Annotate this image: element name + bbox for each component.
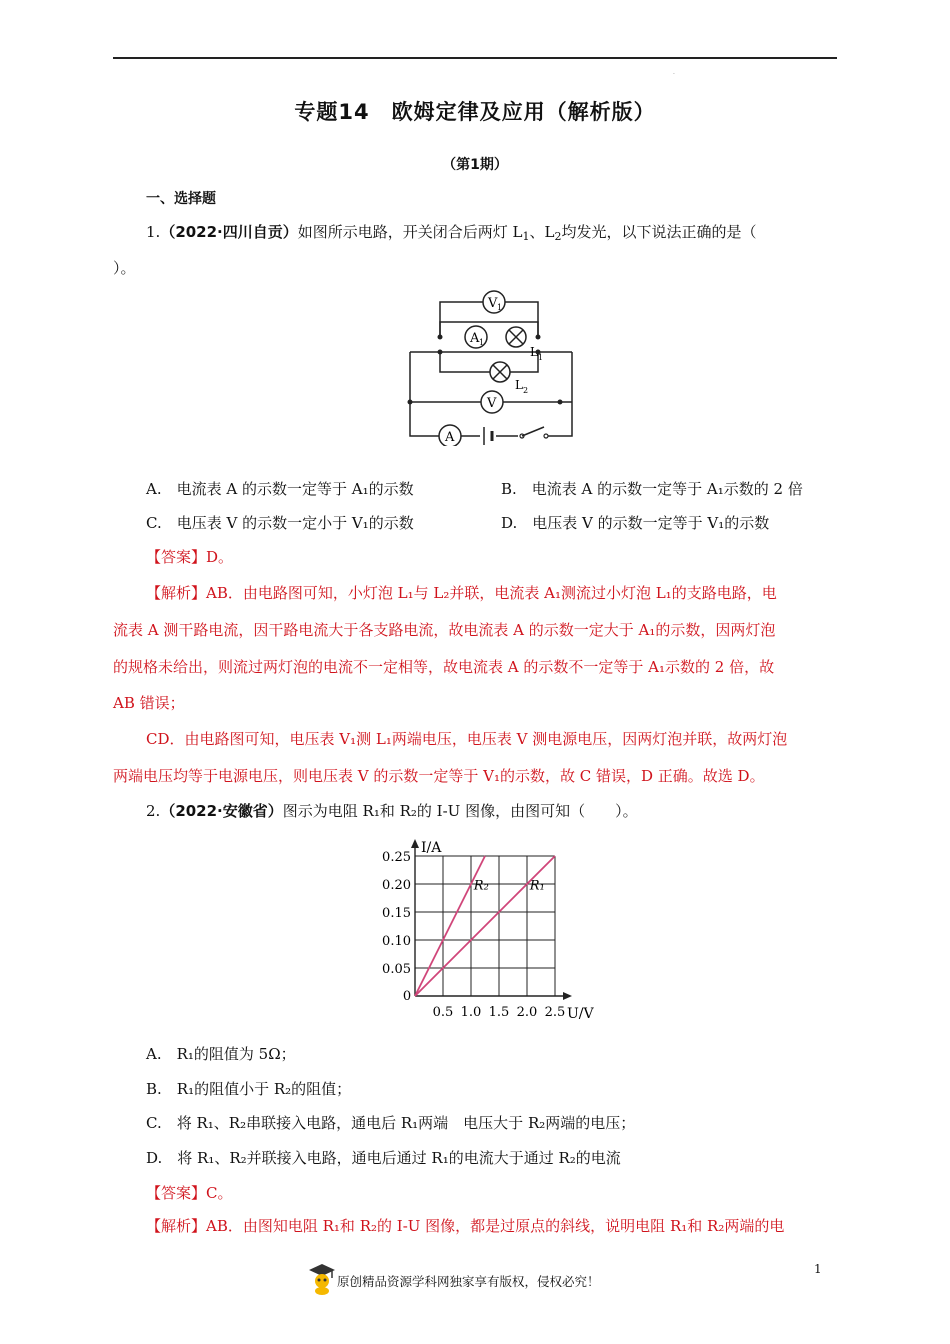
- mascot-logo-icon: [307, 1262, 337, 1296]
- q1-option-d: D. 电压表 V 的示数一定等于 V₁的示数: [501, 514, 770, 532]
- svg-text:1: 1: [538, 353, 544, 362]
- y-tick-label: 0.15: [382, 906, 411, 921]
- voltmeter-v-icon: [481, 391, 503, 413]
- lamp-l1-icon: [506, 327, 526, 347]
- l2-label: L: [515, 378, 523, 392]
- header-rule: [113, 57, 837, 59]
- battery-icon: [480, 424, 496, 446]
- svg-text:1: 1: [479, 338, 485, 347]
- series-line-r1: [415, 856, 555, 996]
- q1-circuit-diagram: [400, 284, 580, 446]
- q2-option-c: C. 将 R₁、R₂串联接入电路，通电后 R₁两端 电压大于 R₂两端的电压；: [146, 1114, 636, 1132]
- q2-option-a: A. R₁的阻值为 5Ω；: [146, 1045, 296, 1063]
- y-tick-label: 0.25: [382, 850, 411, 865]
- svg-text:V: V: [487, 396, 497, 411]
- ammeter-a1-icon: [465, 326, 487, 348]
- q1-option-a: A. 电流表 A 的示数一定等于 A₁的示数: [146, 480, 414, 498]
- page-number: 1: [814, 1262, 822, 1276]
- series-label-r1: R₁: [529, 878, 545, 894]
- y-tick-label: 0.05: [382, 962, 411, 977]
- q1-analysis-line: 流表 A 测干路电流，因干路电流大于各支路电流，故电流表 A 的示数一定大于 A₁的示数，因两灯泡: [113, 621, 776, 639]
- svg-text:A: A: [470, 331, 480, 346]
- x-axis-label: U/V: [567, 1006, 594, 1020]
- x-axis-arrow: [563, 992, 572, 1000]
- x-tick-label: 0.5: [432, 1005, 454, 1020]
- svg-text:2: 2: [523, 386, 529, 395]
- page-title: 专题14 欧姆定律及应用（解析版）: [294, 100, 656, 124]
- series-line-r2: [415, 856, 485, 996]
- lamp-l2-icon: [490, 362, 510, 382]
- q2-iu-chart: [370, 828, 610, 1020]
- svg-text:A: A: [445, 430, 455, 445]
- q1-option-c: C. 电压表 V 的示数一定小于 V₁的示数: [146, 514, 414, 532]
- x-tick-label: 2.5: [544, 1005, 566, 1020]
- series-label-r2: R₂: [473, 878, 489, 894]
- y-tick-label: 0.10: [382, 934, 411, 949]
- x-tick-label: 1.5: [488, 1005, 510, 1020]
- q1-analysis-line: 【解析】AB．由电路图可知，小灯泡 L₁与 L₂并联，电流表 A₁测流过小灯泡 L₁的支路电路，电: [146, 584, 777, 602]
- voltmeter-v1-icon: [483, 291, 505, 313]
- q1-analysis-line: 的规格未给出，则流过两灯泡的电流不一定相等，故电流表 A 的示数不一定等于 A₁示数的 2 倍，故: [113, 658, 775, 676]
- y-tick-label: 0.20: [382, 878, 411, 893]
- period-label: （第1期）: [442, 157, 508, 173]
- y-axis-label: I/A: [421, 840, 442, 856]
- x-tick-label: 1.0: [460, 1005, 482, 1020]
- q1-stem-cont: ）。: [113, 259, 136, 277]
- svg-text:1: 1: [497, 303, 503, 312]
- q1-answer: 【答案】D。: [146, 548, 234, 566]
- q2-analysis-line: 【解析】AB．由图知电阻 R₁和 R₂的 I-U 图像，都是过原点的斜线，说明电阻 R₁和 R₂两端的电: [146, 1217, 785, 1235]
- footer-copyright: 原创精品资源学科网独家享有版权，侵权必究！: [337, 1274, 600, 1289]
- svg-text:V: V: [488, 296, 498, 311]
- q2-option-b: B. R₁的阻值小于 R₂的阻值；: [146, 1080, 352, 1098]
- q1-option-b: B. 电流表 A 的示数一定等于 A₁示数的 2 倍: [501, 480, 803, 498]
- q1-analysis-line: CD．由电路图可知，电压表 V₁测 L₁两端电压，电压表 V 测电源电压，因两灯泡并联，故两灯泡: [146, 730, 788, 748]
- switch-icon: [518, 424, 548, 440]
- q1-analysis-line: AB 错误；: [113, 694, 185, 712]
- origin-label: 0: [402, 989, 412, 1004]
- q1-analysis-line: 两端电压均等于电源电压，则电压表 V 的示数一定等于 V₁的示数，故 C 错误，D 正确。故选 D。: [113, 767, 765, 785]
- x-tick-label: 2.0: [516, 1005, 538, 1020]
- q1-stem: 1.（2022·四川自贡）如图所示电路，开关闭合后两灯 $L_1$、$L_2$均发光，以下说法正确的是（: [146, 223, 757, 243]
- ammeter-a-icon: [439, 425, 461, 446]
- q2-stem: 2.（2022·安徽省）图示为电阻 R₁和 R₂的 I-U 图像，由图可知（ ）。: [146, 802, 638, 820]
- l1-label: L: [530, 345, 538, 359]
- y-axis-arrow: [411, 839, 419, 848]
- q2-option-d: D. 将 R₁、R₂并联接入电路，通电后通过 R₁的电流大于通过 R₂的电流: [146, 1149, 621, 1167]
- section-heading: 一、选择题: [146, 191, 216, 207]
- q2-answer: 【答案】C。: [146, 1184, 233, 1202]
